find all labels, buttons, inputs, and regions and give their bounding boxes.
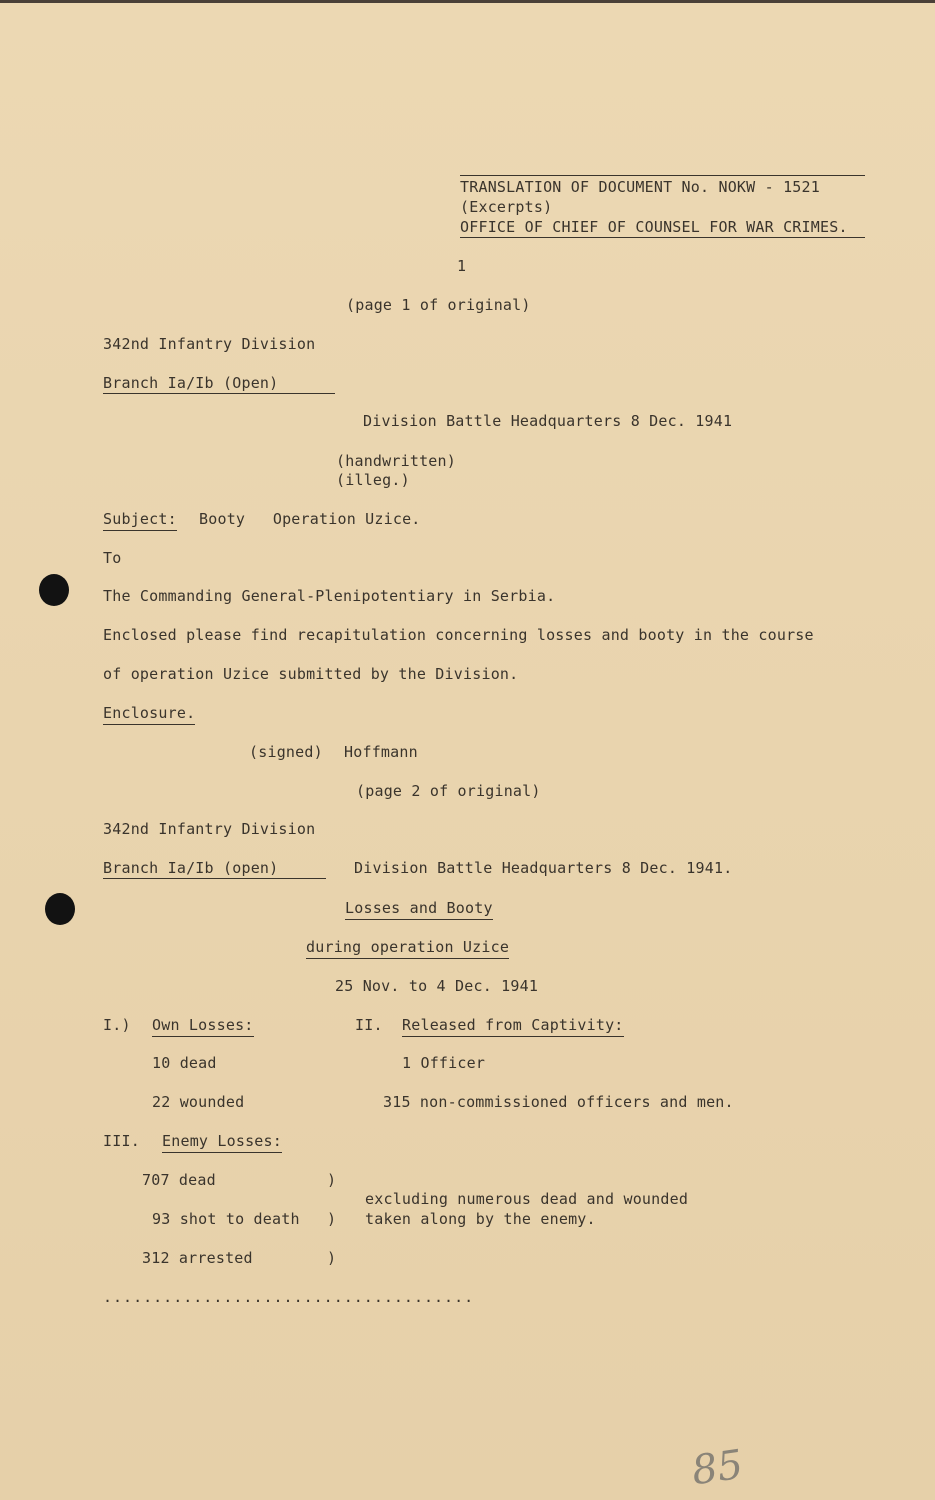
addressee: The Commanding General-Plenipotentiary in Serbia.: [103, 587, 556, 605]
dotted-separator: .....................................: [103, 1288, 475, 1306]
body-line-1: Enclosed please find recapitulation concerning losses and booty in the course: [103, 626, 814, 644]
page2-branch-rule: [103, 878, 326, 879]
enemy-dead: 707 dead: [142, 1171, 216, 1189]
losses-title: Losses and Booty: [345, 899, 493, 920]
released-number: II.: [355, 1016, 383, 1034]
page1-marker: (page 1 of original): [346, 296, 531, 314]
date-range: 25 Nov. to 4 Dec. 1941: [335, 977, 539, 995]
enclosure-label: Enclosure.: [103, 704, 195, 725]
signer-name: Hoffmann: [344, 743, 418, 761]
brace-paren-1: ): [327, 1171, 337, 1189]
enemy-note-line-1: excluding numerous dead and wounded: [365, 1190, 689, 1208]
page2-hq: Division Battle Headquarters 8 Dec. 1941.: [354, 859, 733, 877]
page2-marker: (page 2 of original): [356, 782, 541, 800]
page1-branch-rule: [103, 393, 335, 394]
page1-branch: Branch Ia/Ib (Open): [103, 374, 279, 392]
own-dead: 10 dead: [152, 1054, 217, 1072]
office-title: OFFICE OF CHIEF OF COUNSEL FOR WAR CRIMES.: [460, 218, 848, 236]
page2-division: 342nd Infantry Division: [103, 820, 316, 838]
released-officer: 1 Officer: [402, 1054, 486, 1072]
enemy-arrested: 312 arrested: [142, 1249, 253, 1267]
own-losses-number: I.): [103, 1016, 131, 1034]
page2-branch: Branch Ia/Ib (open): [103, 859, 279, 877]
to-label: To: [103, 549, 122, 567]
signed-label: (signed): [249, 743, 323, 761]
released-men: 315 non-commissioned officers and men.: [383, 1093, 734, 1111]
excerpts-label: (Excerpts): [460, 198, 553, 216]
page1-hq: Division Battle Headquarters 8 Dec. 1941: [363, 412, 733, 430]
enemy-losses-label: Enemy Losses:: [162, 1132, 282, 1153]
operation-title: during operation Uzice: [306, 938, 509, 959]
enemy-shot: 93 shot to death: [152, 1210, 300, 1228]
punch-hole-bottom: [45, 893, 75, 925]
translation-title: TRANSLATION OF DOCUMENT No. NOKW - 1521: [460, 178, 820, 196]
header-bottom-rule: [460, 237, 865, 238]
subject-label: Subject:: [103, 510, 177, 531]
body-line-2: of operation Uzice submitted by the Division.: [103, 665, 519, 683]
page1-division: 342nd Infantry Division: [103, 335, 316, 353]
brace-paren-3: ): [327, 1249, 337, 1267]
handwritten-note: (handwritten): [336, 452, 456, 470]
released-label: Released from Captivity:: [402, 1016, 624, 1037]
handwritten-page-note: 85: [689, 1441, 746, 1495]
own-losses-label: Own Losses:: [152, 1016, 254, 1037]
own-wounded: 22 wounded: [152, 1093, 245, 1111]
enemy-losses-number: III.: [103, 1132, 140, 1150]
enemy-note-line-2: taken along by the enemy.: [365, 1210, 596, 1228]
brace-paren-2: ): [327, 1210, 337, 1228]
punch-hole-top: [39, 574, 69, 606]
header-top-rule: [460, 175, 865, 176]
illegible-note: (illeg.): [336, 471, 410, 489]
page-number: 1: [457, 257, 467, 275]
subject-text: Booty Operation Uzice.: [199, 510, 421, 528]
